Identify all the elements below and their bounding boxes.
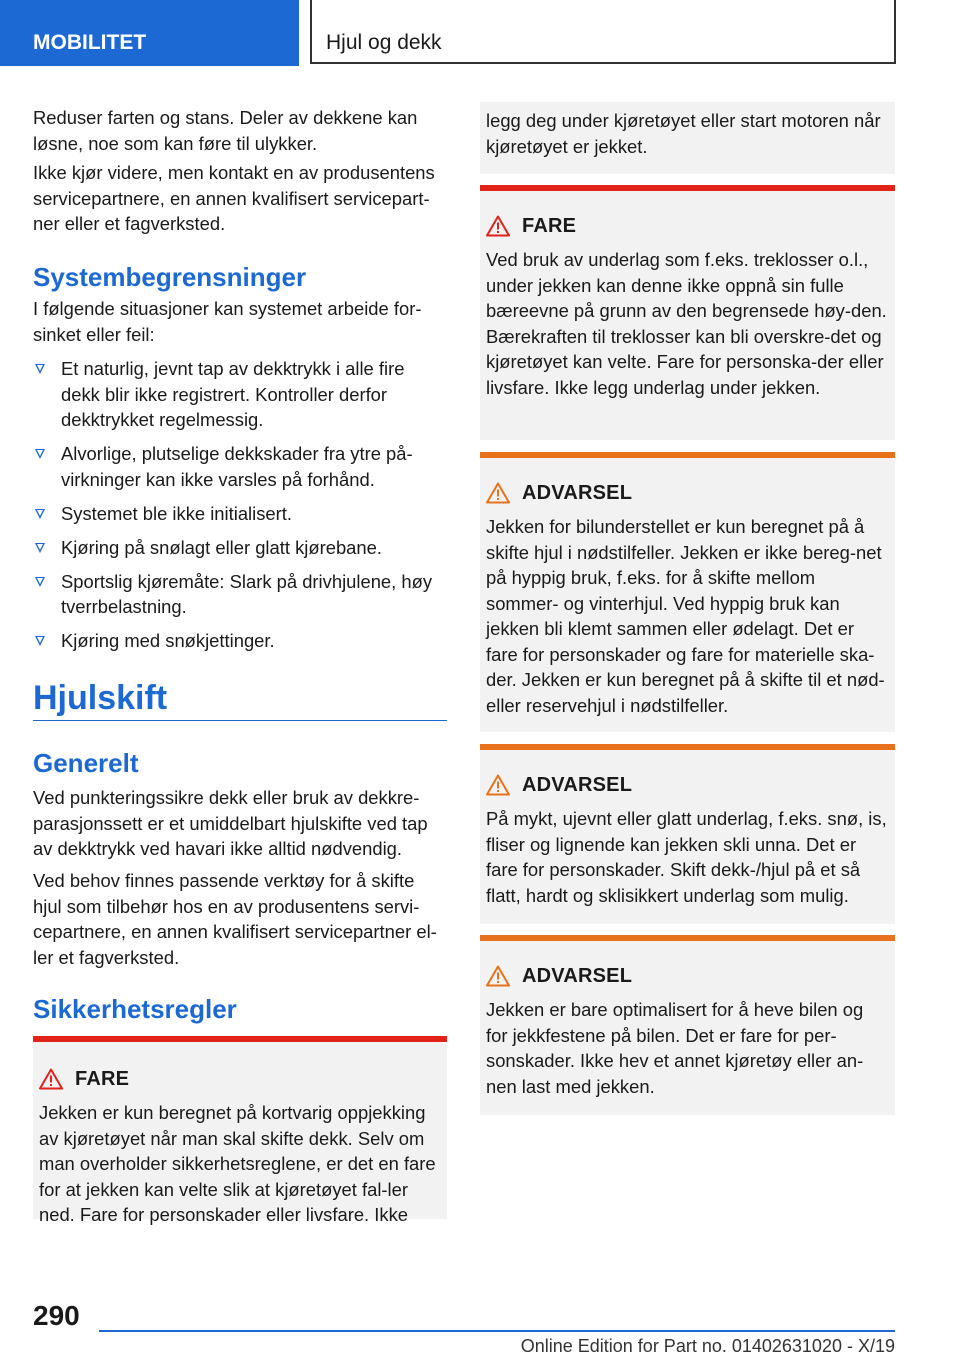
generelt-paragraph-1: Ved punkteringssikre dekk eller bruk av dekkre-parasjonssett er et umiddelbart hjulskifte ved tap av dekktrykk ved havari ikke alltid nødvendig. xyxy=(33,787,428,859)
page-number: 290 xyxy=(33,1300,80,1331)
warning-text: Jekken er kun beregnet på kortvarig oppjekking av kjøretøyet når man skal skifte dekk. Selv om man overholder sikkerhetsreglene, er det en fare for at jekken kan velte slik at kjøretøyet fal-ler ned. Fare for personskader eller livsfare. Ikke xyxy=(39,1102,436,1225)
triangle-bullet-icon xyxy=(35,543,45,553)
heading-systembegrensninger: Systembegrensninger xyxy=(33,262,307,292)
list-item: Kjøring med snøkjettinger. xyxy=(33,628,447,654)
page-title: Hjul og dekk xyxy=(310,0,896,64)
warning-triangle-icon xyxy=(486,774,510,796)
page-header xyxy=(0,0,960,66)
intro-paragraph-2: Ikke kjør videre, men kontakt en av produsentens servicepartnere, en annen kvalifisert servicepart-ner eller et fagverksted. xyxy=(33,162,435,234)
triangle-bullet-icon xyxy=(35,364,45,374)
list-item: Et naturlig, jevnt tap av dekktrykk i alle fire dekk blir ikke registrert. Kontroller derfor dekktrykket regelmessig. xyxy=(33,356,447,433)
warning-label: ADVARSEL xyxy=(522,773,633,796)
warning-triangle-icon xyxy=(486,965,510,987)
limitation-list xyxy=(33,356,447,662)
warning-box-fare xyxy=(480,185,895,440)
systembegrensninger-lead: I følgende situasjoner kan systemet arbeide for-sinket eller feil: xyxy=(33,298,422,345)
list-item: Kjøring på snølagt eller glatt kjørebane. xyxy=(33,535,447,561)
warning-box-advarsel xyxy=(480,452,895,732)
warning-box-advarsel xyxy=(480,935,895,1115)
chapter-title: Hjulskift xyxy=(33,679,168,717)
heading-sikkerhetsregler: Sikkerhetsregler xyxy=(33,994,237,1024)
list-item: Sportslig kjøremåte: Slark på drivhjulene, høy tverrbelastning. xyxy=(33,569,447,620)
warning-label: ADVARSEL xyxy=(522,964,633,987)
warning-continuation: legg deg under kjøretøyet eller start motoren når kjøretøyet er jekket. xyxy=(480,102,895,174)
heading-generelt: Generelt xyxy=(33,748,139,778)
warning-text: Jekken er bare optimalisert for å heve bilen og for jekkfestene på bilen. Det er fare for per-sonskader. Ikke hev et annet kjøretøy eller an-nen last med jekken. xyxy=(486,999,864,1097)
generelt-paragraph-2: Ved behov finnes passende verktøy for å skifte hjul som tilbehør hos en av produsentens servi-cepartnere, en annen kvalifisert servicepartner el-ler et fagverksted. xyxy=(33,870,437,968)
chapter-rule xyxy=(33,720,447,721)
triangle-bullet-icon xyxy=(35,449,45,459)
warning-triangle-icon xyxy=(39,1068,63,1090)
warning-label: FARE xyxy=(522,214,577,237)
warning-text: Ved bruk av underlag som f.eks. treklosser o.l., under jekken kan denne ikke oppnå sin fulle bæreevne på grunn av den begrensede høy-den. Bærekraften til treklosser kan bli overskre-det og kjøretøyet kan velte. Fare for personska-der eller livsfare. Ikke legg underlag under jekken. xyxy=(486,249,887,398)
list-item: Alvorlige, plutselige dekkskader fra ytre på-virkninger kan ikke varsles på forhånd. xyxy=(33,441,447,492)
triangle-bullet-icon xyxy=(35,509,45,519)
warning-label: FARE xyxy=(75,1067,130,1090)
warning-text: Jekken for bilunderstellet er kun beregnet på å skifte hjul i nødstilfeller. Jekken er ikke bereg-net på hyppig bruk, f.eks. for å skifte mellom sommer- og vinterhjul. Ved hyppig bruk kan jekken bli klemt sammen eller ødelagt. Det er fare for personskader og fare for materielle ska-der. Jekken er kun beregnet på å skifte til et nød- eller reservehjul i nødstilfeller. xyxy=(486,516,885,716)
warning-text: På mykt, ujevnt eller glatt underlag, f.eks. snø, is, fliser og lignende kan jekken skli unna. Det er fare for personskader. Skift dekk-/hjul på et så flatt, hardt og sklisikkert underlag som mulig. xyxy=(486,808,887,906)
warning-label: ADVARSEL xyxy=(522,481,633,504)
triangle-bullet-icon xyxy=(35,577,45,587)
intro-paragraph-1: Reduser farten og stans. Deler av dekkene kan løsne, noe som kan føre til ulykker. xyxy=(33,107,418,154)
warning-triangle-icon xyxy=(486,482,510,504)
list-item: Systemet ble ikke initialisert. xyxy=(33,501,447,527)
warning-box-advarsel xyxy=(480,744,895,924)
triangle-bullet-icon xyxy=(35,636,45,646)
warning-triangle-icon xyxy=(486,215,510,237)
section-tab: MOBILITET xyxy=(0,0,299,66)
warning-box-fare xyxy=(33,1036,447,1225)
footer-rule xyxy=(99,1330,895,1332)
footer-edition: Online Edition for Part no. 01402631020 - X/19 xyxy=(520,1336,895,1356)
